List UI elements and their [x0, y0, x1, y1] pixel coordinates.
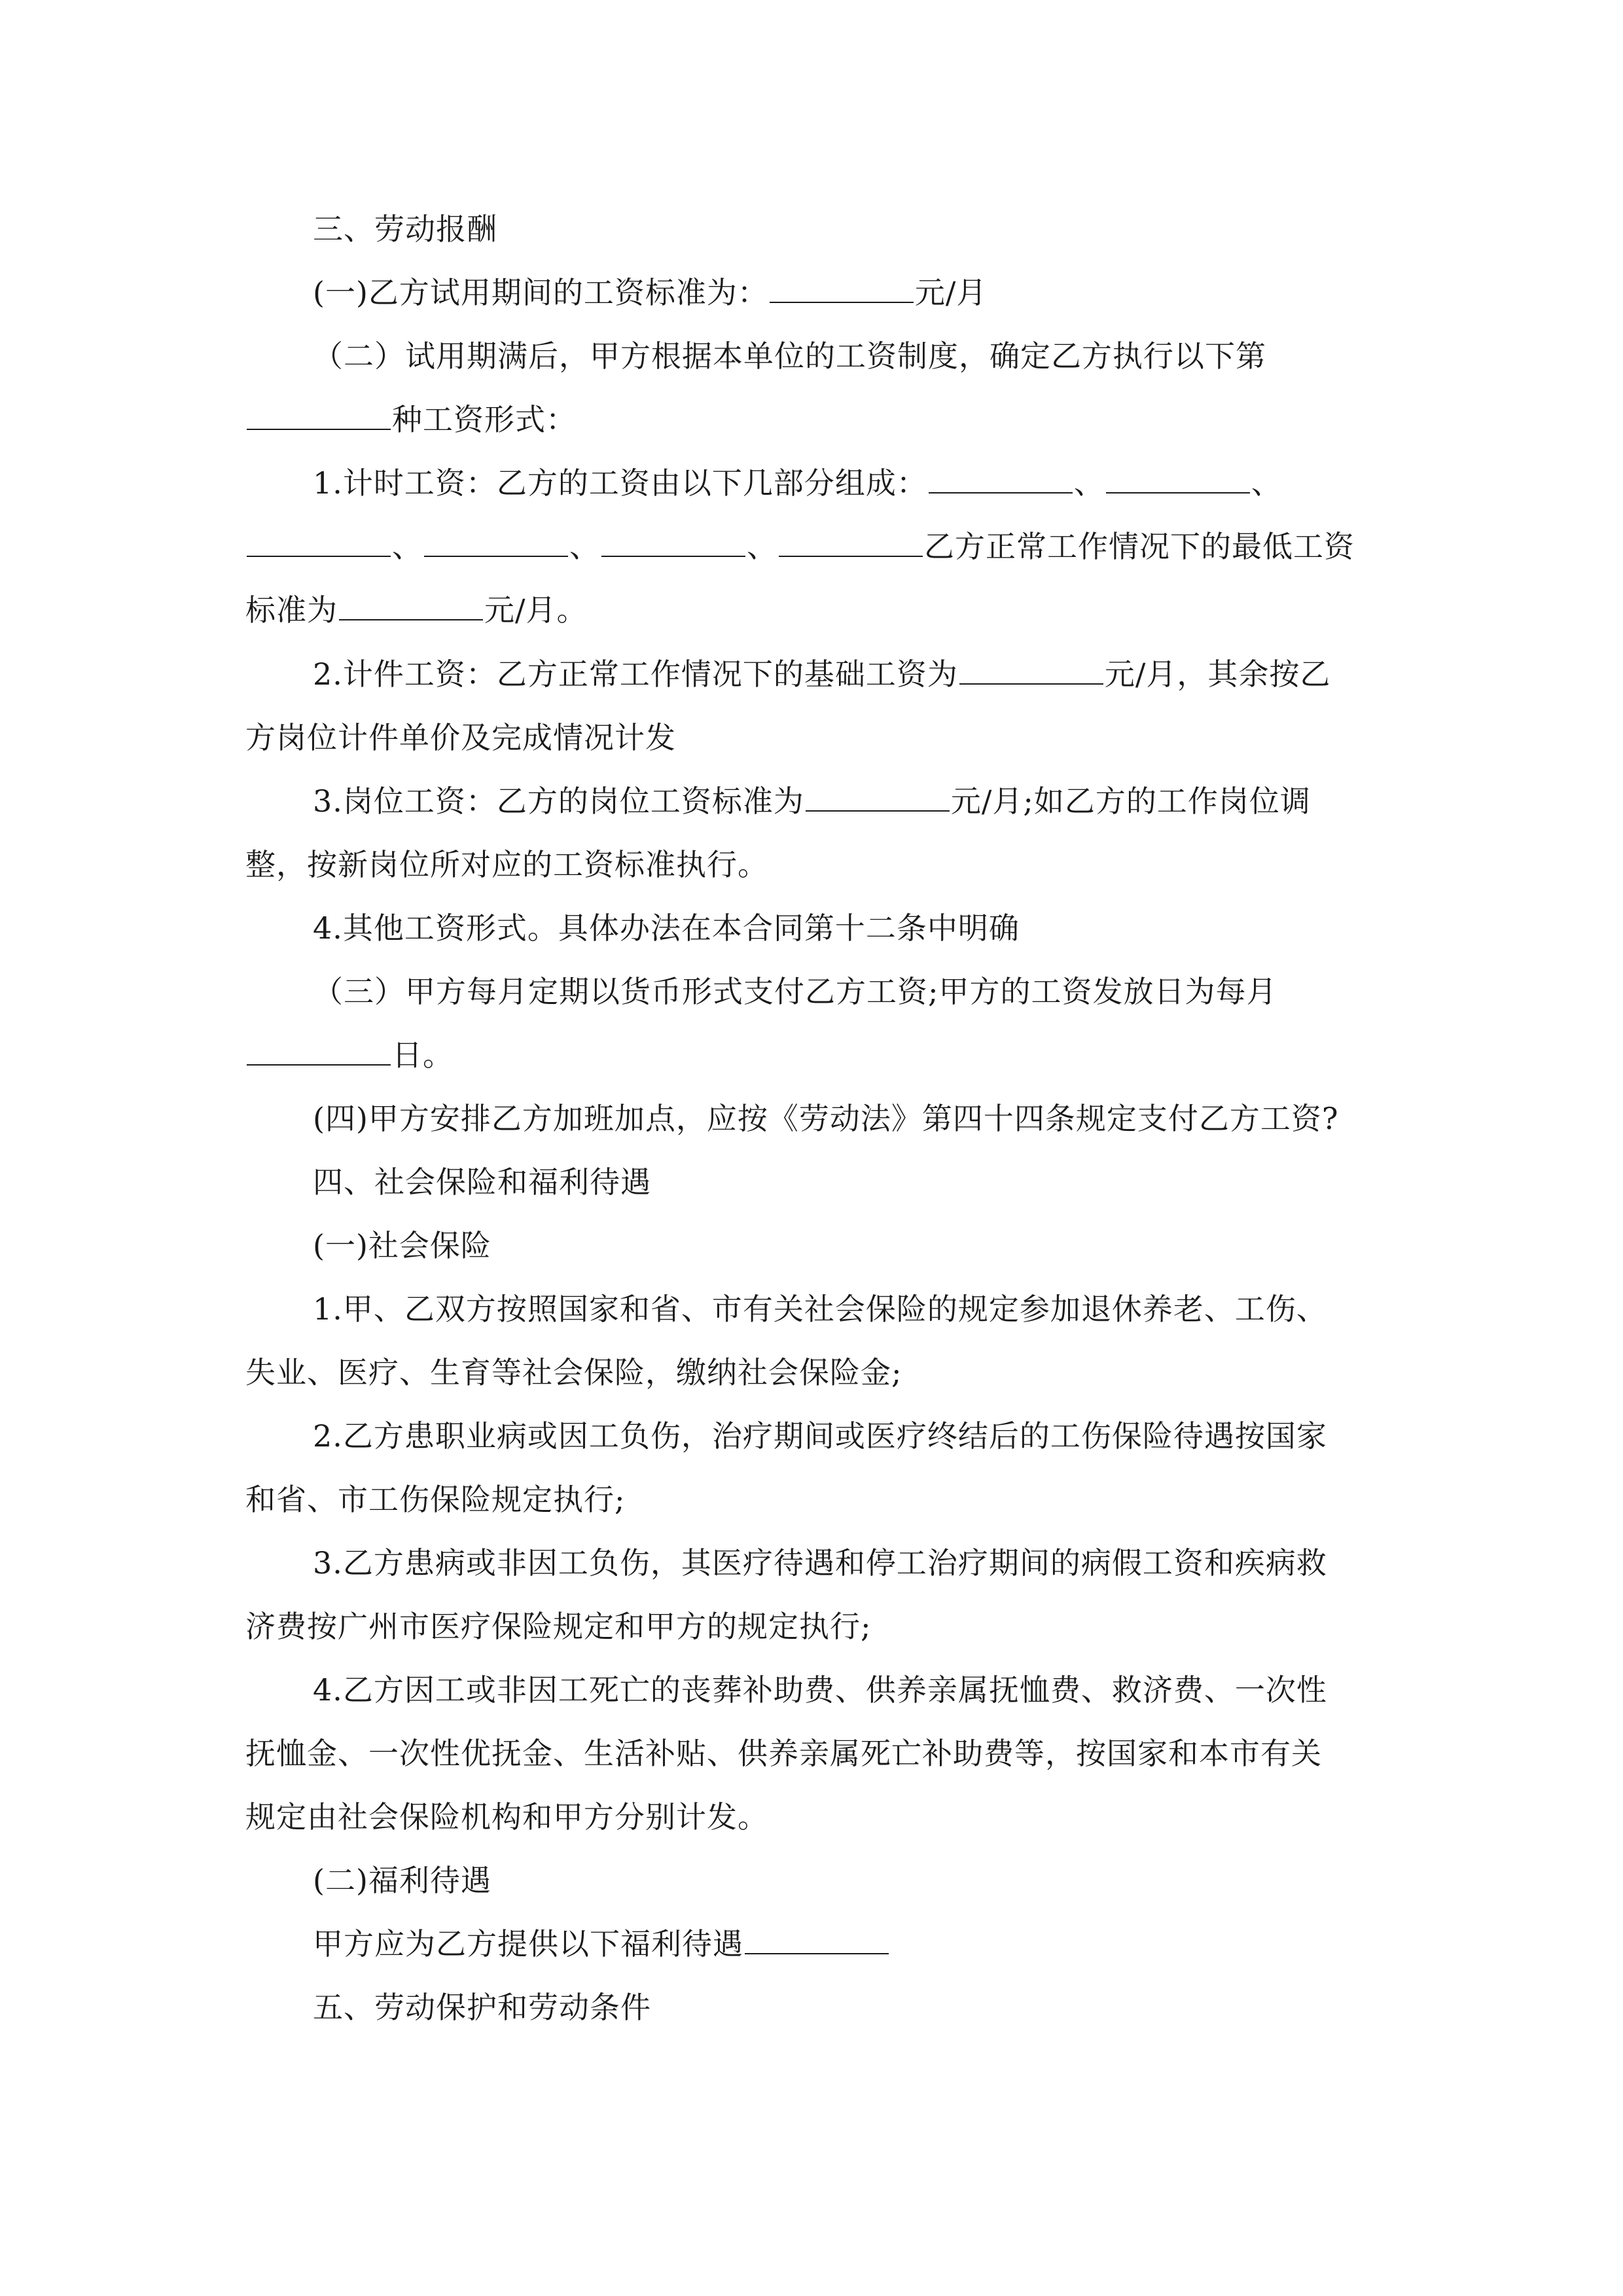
- text-segment: 、: [392, 529, 423, 564]
- paragraph-line: [313, 1289, 1465, 1329]
- fill-blank[interactable]: [424, 527, 568, 557]
- text-segment: (四)甲方安排乙方加班加点，应按《劳动法》第四十四条规定支付乙方工资?: [313, 1101, 1339, 1136]
- probation-salary-line: [313, 273, 1465, 312]
- paragraph-line: [313, 908, 1465, 948]
- paragraph-line: [313, 972, 1465, 1011]
- fill-blank[interactable]: [745, 1924, 889, 1954]
- text-segment: 三、劳动报酬: [313, 211, 497, 247]
- paragraph-line: [245, 1353, 1397, 1392]
- text-segment: 四、社会保险和福利待遇: [313, 1164, 651, 1200]
- text-segment: 整，按新岗位所对应的工资标准执行。: [245, 847, 768, 882]
- fill-blank[interactable]: [601, 527, 745, 557]
- text-segment: 乙方正常工作情况下的最低工资: [924, 529, 1355, 564]
- text-segment: 元/月，其余按乙: [1104, 656, 1331, 692]
- paragraph-line: [245, 1035, 1397, 1075]
- paragraph-line: [245, 527, 1397, 566]
- text-segment: 失业、医疗、生育等社会保险，缴纳社会保险金;: [245, 1355, 902, 1390]
- text-segment: 种工资形式：: [392, 402, 577, 437]
- text-segment: 、: [1073, 465, 1105, 501]
- text-segment: (一)社会保险: [313, 1228, 491, 1263]
- text-segment: 3.乙方患病或非因工负伤，其医疗待遇和停工治疗期间的病假工资和疾病救: [313, 1545, 1327, 1581]
- text-segment: 日。: [392, 1037, 454, 1073]
- paragraph-line: [245, 400, 1397, 439]
- paragraph-line: [245, 845, 1397, 884]
- text-segment: 五、劳动保护和劳动条件: [313, 1990, 651, 2025]
- text-segment: 、: [1251, 465, 1282, 501]
- paragraph-line: [245, 590, 1397, 630]
- text-segment: （三）甲方每月定期以货币形式支付乙方工资;甲方的工资发放日为每月: [313, 974, 1277, 1009]
- text-segment: (二)福利待遇: [313, 1863, 491, 1898]
- fill-blank[interactable]: [779, 527, 923, 557]
- paragraph-line: [245, 1797, 1397, 1837]
- text-segment: 3.岗位工资：乙方的岗位工资标准为: [313, 783, 804, 819]
- subsection-heading: [313, 1226, 1465, 1265]
- text-segment: 、: [569, 529, 600, 564]
- fill-blank[interactable]: [247, 1035, 391, 1066]
- section-heading-4: [313, 1162, 1465, 1202]
- text-segment: 2.乙方患职业病或因工负伤，治疗期间或医疗终结后的工伤保险待遇按国家: [313, 1418, 1327, 1454]
- paragraph-line: [313, 1099, 1465, 1138]
- fill-blank[interactable]: [770, 273, 914, 303]
- text-segment: 标准为: [245, 592, 338, 628]
- text-segment: 元/月: [914, 275, 988, 310]
- text-segment: 4.其他工资形式。具体办法在本合同第十二条中明确: [313, 910, 1020, 946]
- paragraph-line: [313, 1670, 1465, 1710]
- text-segment: （二）试用期满后，甲方根据本单位的工资制度，确定乙方执行以下第: [313, 338, 1266, 374]
- text-segment: 甲方应为乙方提供以下福利待遇: [313, 1926, 743, 1962]
- paragraph-line: [313, 463, 1465, 503]
- text-segment: 抚恤金、一次性优抚金、生活补贴、供养亲属死亡补助费等，按国家和本市有关: [245, 1736, 1322, 1771]
- text-segment: 2.计件工资：乙方正常工作情况下的基础工资为: [313, 656, 958, 692]
- fill-blank[interactable]: [959, 655, 1103, 685]
- paragraph-line: [313, 655, 1465, 694]
- text-segment: 济费按广州市医疗保险规定和甲方的规定执行;: [245, 1609, 872, 1644]
- fill-blank[interactable]: [1106, 463, 1250, 493]
- text-segment: (一)乙方试用期间的工资标准为：: [313, 275, 768, 310]
- paragraph-line: [245, 1480, 1397, 1519]
- paragraph-line: [313, 1543, 1465, 1583]
- fill-blank[interactable]: [929, 463, 1073, 493]
- benefits-line: [313, 1924, 1465, 1964]
- text-segment: 规定由社会保险机构和甲方分别计发。: [245, 1799, 768, 1835]
- section-heading-5: [313, 1988, 1465, 2027]
- fill-blank[interactable]: [806, 781, 950, 812]
- section-heading-3: [313, 209, 1465, 249]
- subsection-heading: [313, 1861, 1465, 1900]
- text-segment: 元/月。: [484, 592, 588, 628]
- paragraph-line: [313, 1416, 1465, 1456]
- paragraph-line: [245, 1607, 1397, 1646]
- fill-blank[interactable]: [247, 527, 391, 557]
- text-segment: 方岗位计件单价及完成情况计发: [245, 720, 676, 755]
- fill-blank[interactable]: [339, 590, 483, 620]
- text-segment: 、: [747, 529, 777, 564]
- paragraph-line: [245, 1734, 1397, 1773]
- text-segment: 1.甲、乙双方按照国家和省、市有关社会保险的规定参加退休养老、工伤、: [313, 1291, 1327, 1327]
- paragraph-line: [245, 718, 1397, 757]
- text-segment: 4.乙方因工或非因工死亡的丧葬补助费、供养亲属抚恤费、救济费、一次性: [313, 1672, 1327, 1708]
- fill-blank[interactable]: [247, 400, 391, 430]
- text-segment: 和省、市工伤保险规定执行;: [245, 1482, 626, 1517]
- text-segment: 元/月;如乙方的工作岗位调: [950, 783, 1311, 819]
- paragraph-line: [313, 781, 1465, 821]
- paragraph-line: [313, 336, 1465, 376]
- text-segment: 1.计时工资：乙方的工资由以下几部分组成：: [313, 465, 927, 501]
